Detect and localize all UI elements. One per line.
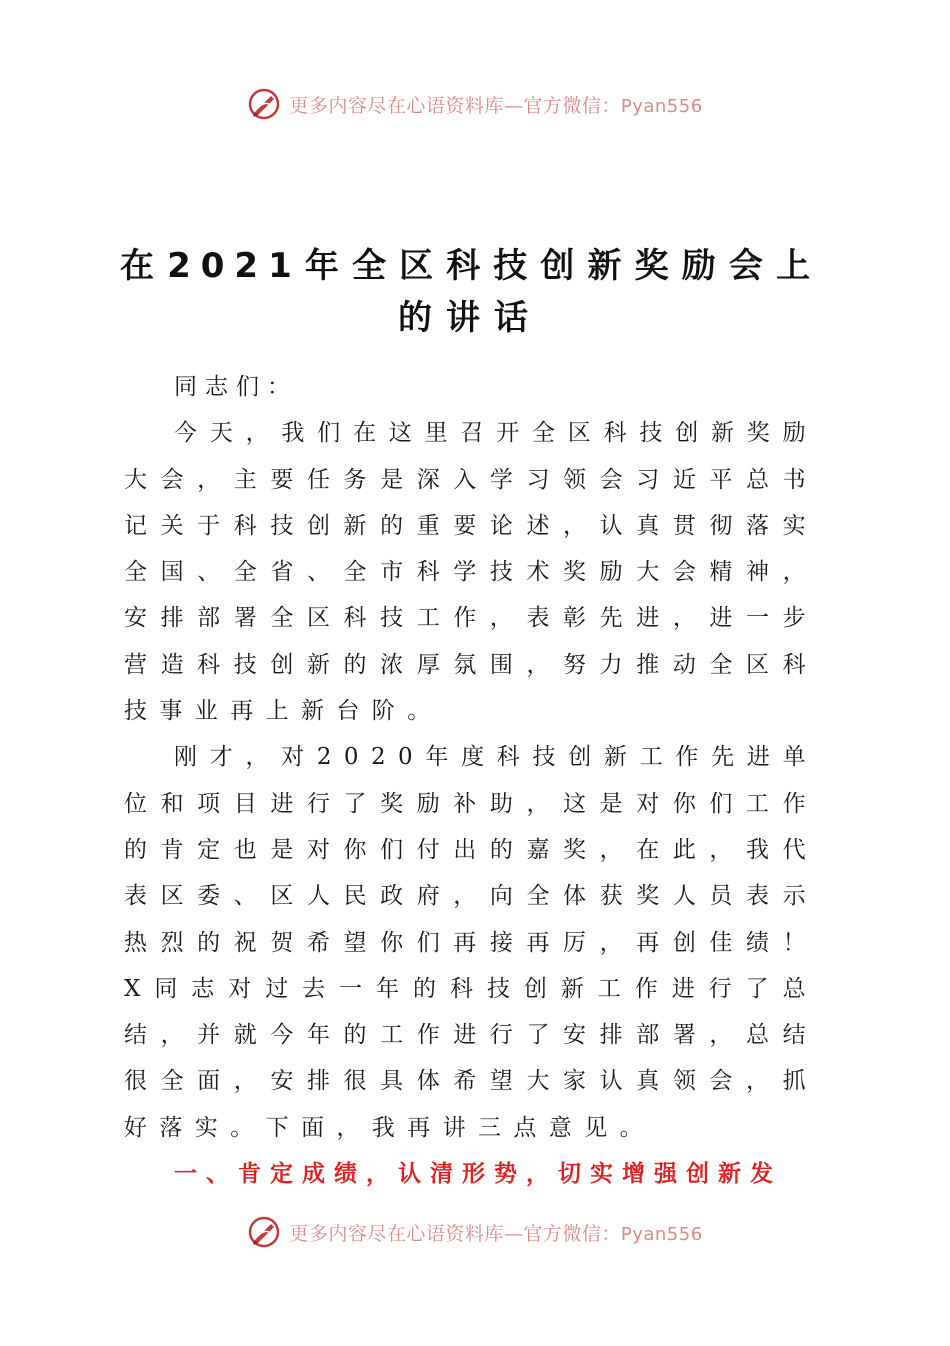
title-line-2: 的讲话 [398, 298, 542, 338]
watermark-banner-top [0, 84, 950, 124]
paragraph-1: 今天，我们在这里召开全区科技创新奖励大会，主要任务是深入学习领会习近平总书记关于科技创新的重要论述，认真贯彻落实全国、全省、全市科学技术奖励大会精神，安排部署全区科技工作，表彰先进，进一步营造科技创新的浓厚氛围，努力推动全区科技事业再上新台阶。 [124, 420, 818, 725]
document-title [120, 240, 820, 344]
salutation: 同志们： [174, 374, 298, 400]
watermark-text: 更多内容尽在心语资料库—官方微信：Pyan556 [289, 1222, 703, 1245]
pen-logo-icon [247, 87, 281, 121]
section-heading-1: 一、肯定成绩，认清形势，切实增强创新发 [174, 1161, 782, 1188]
document-body [124, 364, 818, 1197]
watermark-text: 更多内容尽在心语资料库—官方微信：Pyan556 [289, 94, 703, 117]
pen-logo-icon [247, 1215, 281, 1249]
watermark-banner-bottom [0, 1212, 950, 1252]
paragraph-2: 刚才，对2020年度科技创新工作先进单位和项目进行了奖励补助，这是对你们工作的肯定也是对你们付出的嘉奖，在此，我代表区委、区人民政府，向全体获奖人员表示热烈的祝贺希望你们再接再厉，再创佳绩！X同志对过去一年的科技创新工作进行了总结，并就今年的工作进行了安排部署，总结很全面，安排很具体希望大家认真领会，抓好落实。下面，我再讲三点意见。 [124, 744, 818, 1141]
title-line-1: 在2021年全区科技创新奖励会上 [120, 246, 820, 286]
